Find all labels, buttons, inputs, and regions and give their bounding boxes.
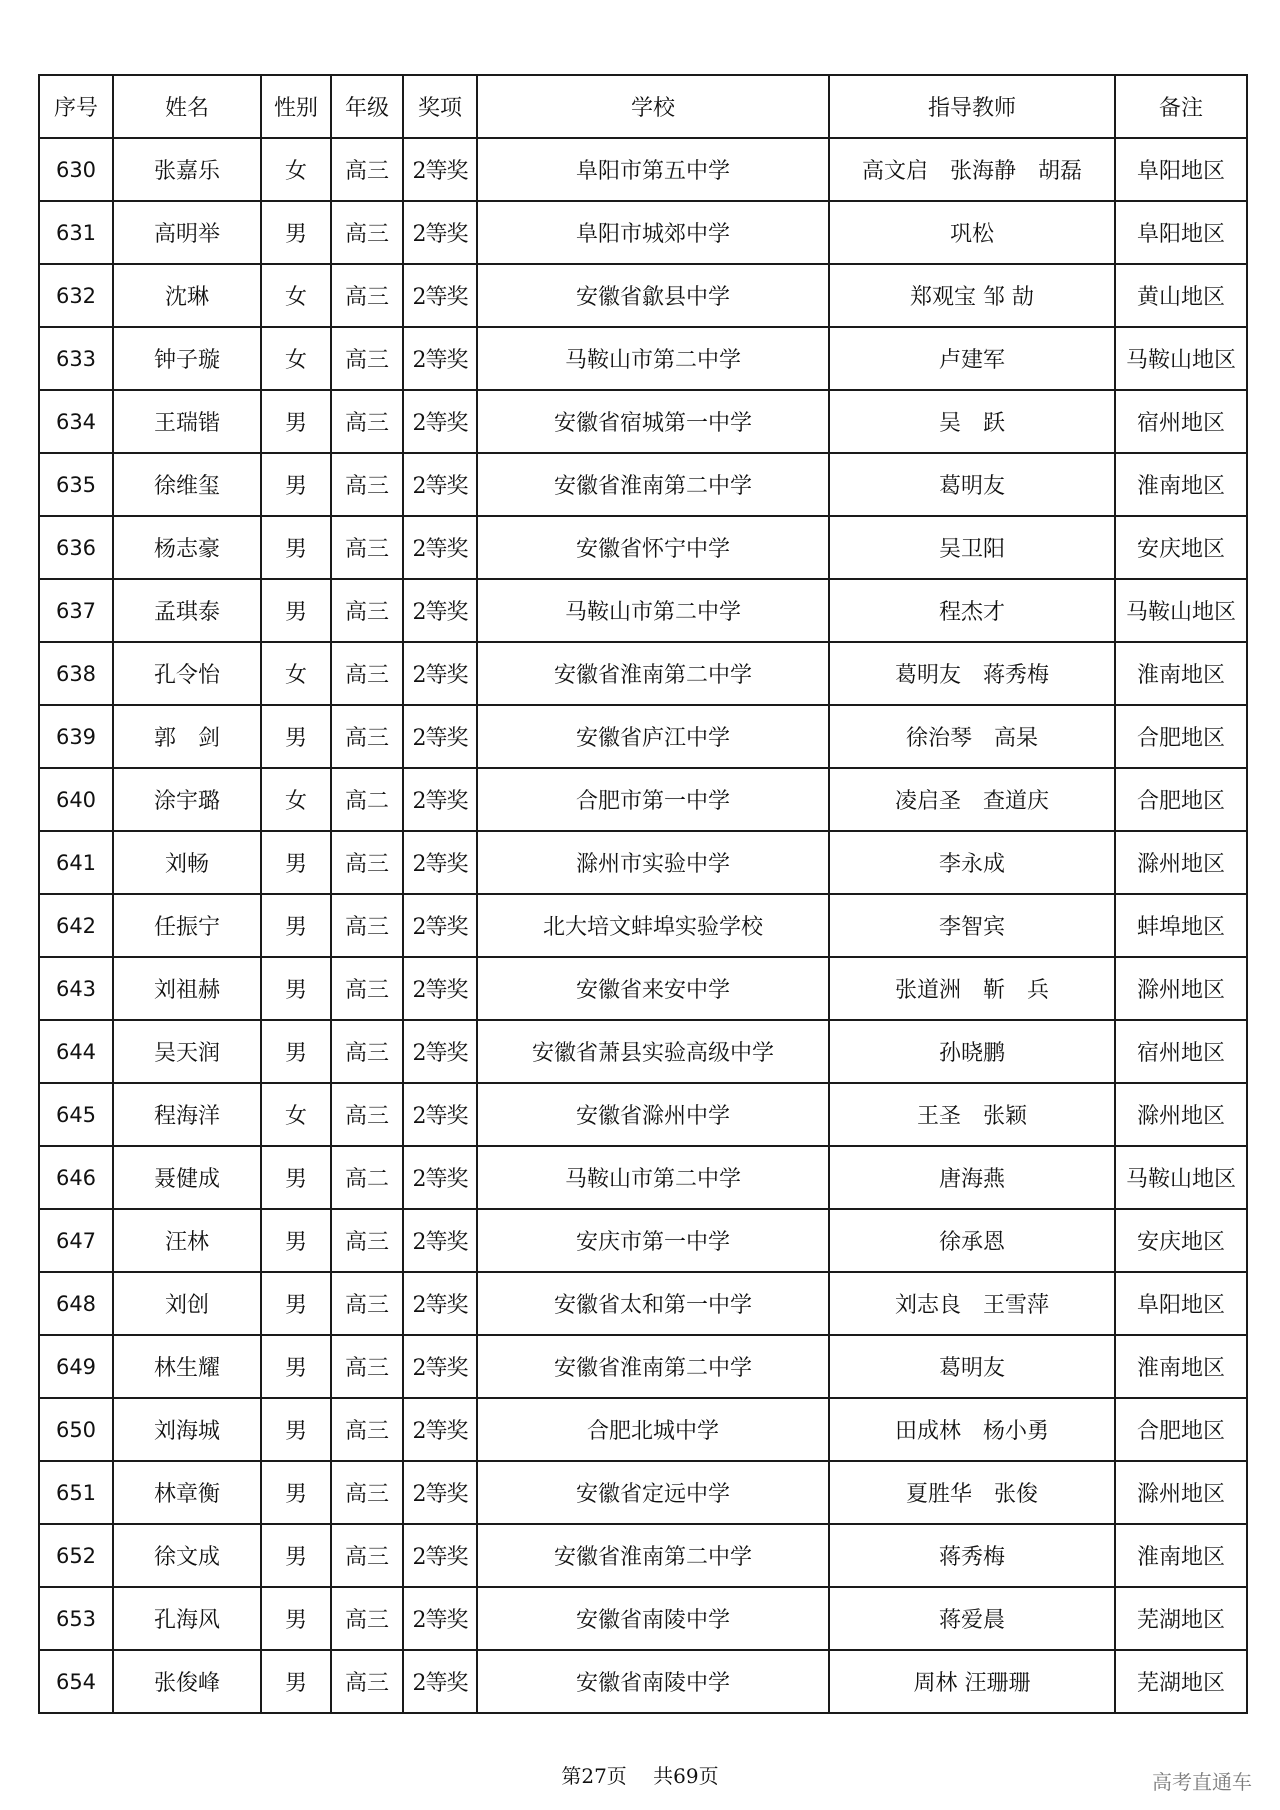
cell-advisor: 吴 跃 (829, 390, 1115, 453)
cell-serial: 630 (39, 138, 113, 201)
cell-grade: 高三 (331, 831, 403, 894)
header-serial: 序号 (39, 75, 113, 138)
cell-grade: 高三 (331, 1398, 403, 1461)
table-row (39, 390, 1247, 453)
cell-remark: 安庆地区 (1115, 1209, 1247, 1272)
cell-gender: 男 (261, 1335, 331, 1398)
cell-serial: 651 (39, 1461, 113, 1524)
page-number: 第27页 共69页 (561, 1764, 719, 1788)
cell-school: 合肥市第一中学 (477, 768, 829, 831)
cell-school: 安徽省滁州中学 (477, 1083, 829, 1146)
cell-gender: 男 (261, 1461, 331, 1524)
cell-name: 吴天润 (113, 1020, 261, 1083)
cell-name: 刘畅 (113, 831, 261, 894)
cell-serial: 646 (39, 1146, 113, 1209)
cell-name: 任振宁 (113, 894, 261, 957)
cell-advisor: 李永成 (829, 831, 1115, 894)
table-row (39, 264, 1247, 327)
cell-award: 2等奖 (403, 138, 477, 201)
cell-award: 2等奖 (403, 1398, 477, 1461)
cell-serial: 650 (39, 1398, 113, 1461)
table-row (39, 453, 1247, 516)
cell-serial: 639 (39, 705, 113, 768)
cell-remark: 淮南地区 (1115, 642, 1247, 705)
cell-remark: 蚌埠地区 (1115, 894, 1247, 957)
cell-serial: 631 (39, 201, 113, 264)
cell-remark: 淮南地区 (1115, 1524, 1247, 1587)
cell-name: 聂健成 (113, 1146, 261, 1209)
awards-table (38, 74, 1248, 1714)
cell-serial: 652 (39, 1524, 113, 1587)
table-row (39, 831, 1247, 894)
cell-grade: 高三 (331, 894, 403, 957)
cell-advisor: 吴卫阳 (829, 516, 1115, 579)
table-row (39, 768, 1247, 831)
table-row (39, 894, 1247, 957)
table-row (39, 642, 1247, 705)
cell-grade: 高三 (331, 453, 403, 516)
cell-gender: 女 (261, 1083, 331, 1146)
cell-remark: 滁州地区 (1115, 831, 1247, 894)
cell-grade: 高三 (331, 327, 403, 390)
cell-advisor: 葛明友 (829, 1335, 1115, 1398)
cell-gender: 女 (261, 768, 331, 831)
cell-award: 2等奖 (403, 957, 477, 1020)
cell-award: 2等奖 (403, 327, 477, 390)
cell-school: 安庆市第一中学 (477, 1209, 829, 1272)
cell-advisor: 夏胜华 张俊 (829, 1461, 1115, 1524)
cell-grade: 高三 (331, 957, 403, 1020)
cell-award: 2等奖 (403, 1587, 477, 1650)
cell-advisor: 徐治琴 高杲 (829, 705, 1115, 768)
cell-remark: 安庆地区 (1115, 516, 1247, 579)
cell-school: 安徽省歙县中学 (477, 264, 829, 327)
cell-advisor: 高文启 张海静 胡磊 (829, 138, 1115, 201)
cell-remark: 阜阳地区 (1115, 1272, 1247, 1335)
cell-grade: 高三 (331, 1020, 403, 1083)
table-row (39, 1272, 1247, 1335)
cell-gender: 男 (261, 894, 331, 957)
cell-remark: 芜湖地区 (1115, 1650, 1247, 1713)
cell-school: 安徽省来安中学 (477, 957, 829, 1020)
cell-grade: 高三 (331, 1083, 403, 1146)
cell-grade: 高三 (331, 264, 403, 327)
cell-award: 2等奖 (403, 705, 477, 768)
cell-gender: 男 (261, 1524, 331, 1587)
cell-grade: 高三 (331, 1272, 403, 1335)
cell-school: 阜阳市第五中学 (477, 138, 829, 201)
cell-grade: 高三 (331, 201, 403, 264)
cell-serial: 647 (39, 1209, 113, 1272)
cell-name: 徐维玺 (113, 453, 261, 516)
cell-school: 安徽省庐江中学 (477, 705, 829, 768)
cell-name: 杨志豪 (113, 516, 261, 579)
cell-advisor: 孙晓鹏 (829, 1020, 1115, 1083)
cell-gender: 男 (261, 831, 331, 894)
header-remark: 备注 (1115, 75, 1247, 138)
cell-name: 涂宇璐 (113, 768, 261, 831)
cell-award: 2等奖 (403, 831, 477, 894)
cell-school: 安徽省淮南第二中学 (477, 642, 829, 705)
cell-serial: 645 (39, 1083, 113, 1146)
cell-gender: 男 (261, 1020, 331, 1083)
cell-gender: 男 (261, 1398, 331, 1461)
cell-name: 钟子璇 (113, 327, 261, 390)
cell-grade: 高二 (331, 1146, 403, 1209)
table-row (39, 138, 1247, 201)
cell-award: 2等奖 (403, 1272, 477, 1335)
cell-remark: 马鞍山地区 (1115, 579, 1247, 642)
cell-gender: 男 (261, 1587, 331, 1650)
cell-gender: 男 (261, 1146, 331, 1209)
cell-advisor: 巩松 (829, 201, 1115, 264)
cell-award: 2等奖 (403, 390, 477, 453)
cell-name: 孔令怡 (113, 642, 261, 705)
cell-serial: 633 (39, 327, 113, 390)
cell-award: 2等奖 (403, 201, 477, 264)
cell-advisor: 蒋秀梅 (829, 1524, 1115, 1587)
cell-advisor: 卢建军 (829, 327, 1115, 390)
cell-name: 郭 剑 (113, 705, 261, 768)
cell-remark: 宿州地区 (1115, 1020, 1247, 1083)
cell-school: 安徽省淮南第二中学 (477, 1335, 829, 1398)
watermark-text: 高考直通车 (1152, 1770, 1252, 1794)
cell-award: 2等奖 (403, 1650, 477, 1713)
cell-name: 程海洋 (113, 1083, 261, 1146)
cell-school: 滁州市实验中学 (477, 831, 829, 894)
cell-remark: 芜湖地区 (1115, 1587, 1247, 1650)
cell-award: 2等奖 (403, 894, 477, 957)
cell-school: 阜阳市城郊中学 (477, 201, 829, 264)
cell-name: 孟琪泰 (113, 579, 261, 642)
cell-school: 安徽省淮南第二中学 (477, 453, 829, 516)
cell-remark: 滁州地区 (1115, 1461, 1247, 1524)
cell-grade: 高三 (331, 1335, 403, 1398)
cell-award: 2等奖 (403, 264, 477, 327)
cell-advisor: 葛明友 (829, 453, 1115, 516)
header-gender: 性别 (261, 75, 331, 138)
cell-gender: 女 (261, 264, 331, 327)
header-advisor: 指导教师 (829, 75, 1115, 138)
cell-gender: 女 (261, 327, 331, 390)
cell-grade: 高三 (331, 579, 403, 642)
table-header-row (39, 75, 1247, 138)
cell-grade: 高三 (331, 1209, 403, 1272)
cell-school: 安徽省萧县实验高级中学 (477, 1020, 829, 1083)
cell-grade: 高三 (331, 1524, 403, 1587)
cell-serial: 654 (39, 1650, 113, 1713)
cell-remark: 马鞍山地区 (1115, 327, 1247, 390)
table-row (39, 1335, 1247, 1398)
cell-school: 北大培文蚌埠实验学校 (477, 894, 829, 957)
cell-grade: 高三 (331, 642, 403, 705)
cell-remark: 合肥地区 (1115, 768, 1247, 831)
cell-name: 汪林 (113, 1209, 261, 1272)
cell-name: 刘创 (113, 1272, 261, 1335)
cell-school: 安徽省南陵中学 (477, 1587, 829, 1650)
table-row (39, 1020, 1247, 1083)
cell-advisor: 徐承恩 (829, 1209, 1115, 1272)
cell-advisor: 田成林 杨小勇 (829, 1398, 1115, 1461)
cell-advisor: 郑观宝 邹 劼 (829, 264, 1115, 327)
cell-advisor: 王圣 张颖 (829, 1083, 1115, 1146)
cell-school: 安徽省定远中学 (477, 1461, 829, 1524)
cell-name: 沈琳 (113, 264, 261, 327)
cell-name: 刘海城 (113, 1398, 261, 1461)
cell-grade: 高三 (331, 705, 403, 768)
table-row (39, 516, 1247, 579)
cell-name: 张嘉乐 (113, 138, 261, 201)
cell-remark: 宿州地区 (1115, 390, 1247, 453)
cell-gender: 男 (261, 201, 331, 264)
cell-advisor: 唐海燕 (829, 1146, 1115, 1209)
cell-name: 王瑞锴 (113, 390, 261, 453)
table-row (39, 957, 1247, 1020)
table-row (39, 579, 1247, 642)
cell-remark: 阜阳地区 (1115, 201, 1247, 264)
cell-remark: 阜阳地区 (1115, 138, 1247, 201)
cell-gender: 男 (261, 1650, 331, 1713)
header-grade: 年级 (331, 75, 403, 138)
cell-serial: 649 (39, 1335, 113, 1398)
cell-name: 刘祖赫 (113, 957, 261, 1020)
cell-award: 2等奖 (403, 1020, 477, 1083)
cell-remark: 滁州地区 (1115, 1083, 1247, 1146)
cell-award: 2等奖 (403, 1209, 477, 1272)
cell-grade: 高三 (331, 1461, 403, 1524)
cell-school: 安徽省太和第一中学 (477, 1272, 829, 1335)
cell-school: 安徽省怀宁中学 (477, 516, 829, 579)
table-row (39, 1587, 1247, 1650)
cell-advisor: 李智宾 (829, 894, 1115, 957)
cell-serial: 638 (39, 642, 113, 705)
cell-award: 2等奖 (403, 453, 477, 516)
table-row (39, 705, 1247, 768)
cell-gender: 男 (261, 390, 331, 453)
table-row (39, 327, 1247, 390)
cell-serial: 641 (39, 831, 113, 894)
cell-school: 马鞍山市第二中学 (477, 1146, 829, 1209)
cell-serial: 644 (39, 1020, 113, 1083)
cell-remark: 合肥地区 (1115, 705, 1247, 768)
cell-serial: 634 (39, 390, 113, 453)
table-row (39, 1209, 1247, 1272)
cell-award: 2等奖 (403, 1083, 477, 1146)
cell-gender: 男 (261, 705, 331, 768)
cell-school: 安徽省宿城第一中学 (477, 390, 829, 453)
cell-advisor: 张道洲 靳 兵 (829, 957, 1115, 1020)
cell-remark: 淮南地区 (1115, 453, 1247, 516)
cell-remark: 合肥地区 (1115, 1398, 1247, 1461)
cell-grade: 高二 (331, 768, 403, 831)
cell-grade: 高三 (331, 390, 403, 453)
cell-remark: 黄山地区 (1115, 264, 1247, 327)
cell-advisor: 周林 汪珊珊 (829, 1650, 1115, 1713)
table-row (39, 1524, 1247, 1587)
cell-name: 林章衡 (113, 1461, 261, 1524)
cell-award: 2等奖 (403, 1335, 477, 1398)
cell-advisor: 葛明友 蒋秀梅 (829, 642, 1115, 705)
cell-gender: 男 (261, 957, 331, 1020)
cell-gender: 男 (261, 1209, 331, 1272)
cell-school: 马鞍山市第二中学 (477, 579, 829, 642)
cell-award: 2等奖 (403, 1524, 477, 1587)
cell-gender: 女 (261, 642, 331, 705)
cell-grade: 高三 (331, 1587, 403, 1650)
cell-award: 2等奖 (403, 579, 477, 642)
cell-school: 安徽省淮南第二中学 (477, 1524, 829, 1587)
cell-name: 张俊峰 (113, 1650, 261, 1713)
cell-advisor: 程杰才 (829, 579, 1115, 642)
table-row (39, 1398, 1247, 1461)
header-school: 学校 (477, 75, 829, 138)
cell-serial: 653 (39, 1587, 113, 1650)
cell-serial: 640 (39, 768, 113, 831)
cell-award: 2等奖 (403, 516, 477, 579)
cell-gender: 男 (261, 579, 331, 642)
cell-gender: 男 (261, 453, 331, 516)
cell-serial: 635 (39, 453, 113, 516)
cell-advisor: 蒋爱晨 (829, 1587, 1115, 1650)
cell-award: 2等奖 (403, 1461, 477, 1524)
table-body (39, 138, 1247, 1713)
cell-name: 孔海风 (113, 1587, 261, 1650)
cell-name: 林生耀 (113, 1335, 261, 1398)
cell-serial: 636 (39, 516, 113, 579)
header-name: 姓名 (113, 75, 261, 138)
cell-school: 安徽省南陵中学 (477, 1650, 829, 1713)
table-row (39, 1650, 1247, 1713)
cell-serial: 648 (39, 1272, 113, 1335)
table-row (39, 201, 1247, 264)
cell-grade: 高三 (331, 1650, 403, 1713)
cell-grade: 高三 (331, 138, 403, 201)
cell-name: 徐文成 (113, 1524, 261, 1587)
cell-remark: 滁州地区 (1115, 957, 1247, 1020)
table-row (39, 1146, 1247, 1209)
table-row (39, 1083, 1247, 1146)
cell-advisor: 凌启圣 查道庆 (829, 768, 1115, 831)
cell-advisor: 刘志良 王雪萍 (829, 1272, 1115, 1335)
cell-gender: 女 (261, 138, 331, 201)
cell-remark: 马鞍山地区 (1115, 1146, 1247, 1209)
cell-name: 高明举 (113, 201, 261, 264)
cell-award: 2等奖 (403, 768, 477, 831)
cell-school: 合肥北城中学 (477, 1398, 829, 1461)
cell-serial: 643 (39, 957, 113, 1020)
cell-grade: 高三 (331, 516, 403, 579)
cell-serial: 642 (39, 894, 113, 957)
cell-gender: 男 (261, 1272, 331, 1335)
cell-serial: 632 (39, 264, 113, 327)
cell-school: 马鞍山市第二中学 (477, 327, 829, 390)
cell-gender: 男 (261, 516, 331, 579)
header-award: 奖项 (403, 75, 477, 138)
cell-remark: 淮南地区 (1115, 1335, 1247, 1398)
cell-serial: 637 (39, 579, 113, 642)
cell-award: 2等奖 (403, 642, 477, 705)
table-row (39, 1461, 1247, 1524)
cell-award: 2等奖 (403, 1146, 477, 1209)
